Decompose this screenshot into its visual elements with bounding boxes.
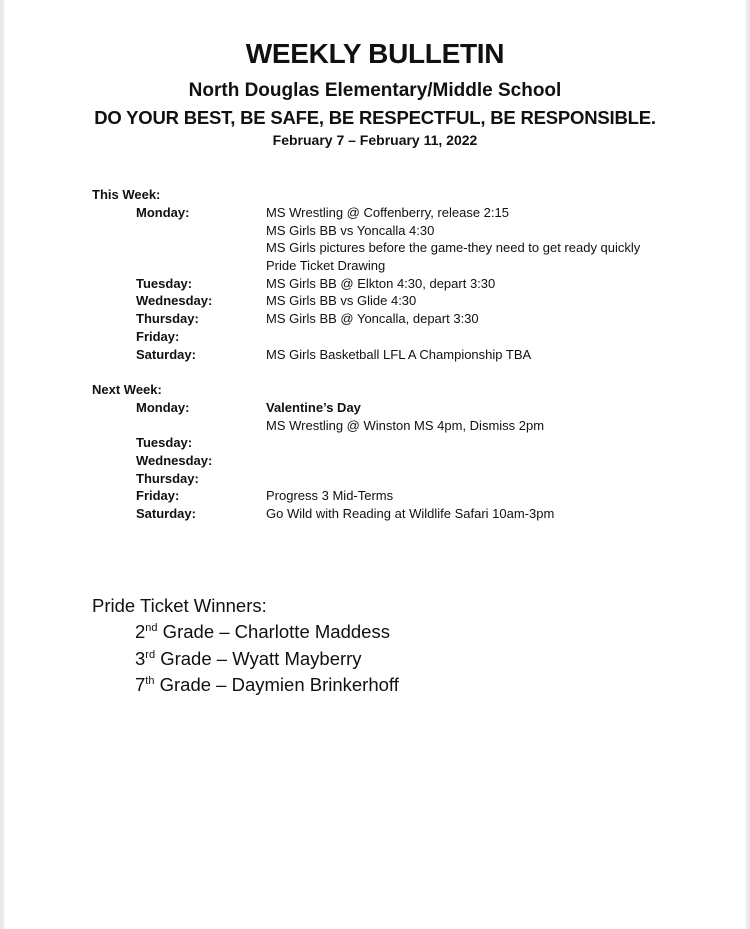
day-row (92, 328, 692, 346)
day-row (92, 204, 692, 275)
winner-name: Grade – Daymien Brinkerhoff (154, 674, 399, 695)
day-label: Wednesday: (136, 293, 213, 309)
pride-ticket-winners (92, 592, 399, 699)
day-list (92, 204, 692, 363)
day-label: Monday: (136, 205, 190, 220)
event-list (266, 275, 692, 293)
day-row (92, 434, 692, 452)
bulletin-title: WEEKLY BULLETIN (245, 38, 505, 69)
day-label: Saturday: (136, 506, 196, 522)
event-list (266, 470, 692, 488)
event-item: MS Wrestling @ Winston MS 4pm, Dismiss 2pm (266, 417, 545, 433)
event-list (266, 310, 692, 328)
grade-suffix: rd (145, 648, 156, 661)
day-row (92, 487, 692, 505)
event-item: MS Girls BB @ Elkton 4:30, depart 3:30 (266, 275, 496, 291)
day-row (92, 310, 692, 328)
day-label: Thursday: (136, 470, 199, 486)
event-item: MS Girls Basketball LFL A Championship TBA (266, 346, 532, 362)
day-row (92, 346, 692, 364)
grade-number: 2 (135, 621, 146, 642)
day-label: Saturday: (136, 346, 196, 362)
day-label: Wednesday: (136, 453, 213, 469)
event-list (266, 204, 692, 275)
section-label: Next Week: (92, 382, 162, 397)
day-label: Monday: (136, 400, 190, 415)
winner-name: Grade – Wyatt Mayberry (155, 647, 362, 669)
day-label: Tuesday: (136, 275, 193, 291)
winner-item (135, 619, 399, 646)
grade-number: 3 (135, 647, 146, 669)
event-list (266, 452, 692, 470)
day-row (92, 399, 692, 434)
event-list (266, 346, 692, 364)
winners-label: Pride Ticket Winners: (92, 595, 267, 616)
winner-item (135, 672, 399, 699)
event-item: Pride Ticket Drawing (266, 258, 386, 274)
grade-number: 7 (135, 674, 146, 695)
event-list (266, 505, 692, 523)
school-name: North Douglas Elementary/Middle School (188, 80, 562, 101)
day-row (92, 505, 692, 523)
event-item: MS Girls pictures before the game-they need to get ready quickly (266, 240, 641, 256)
day-row (92, 452, 692, 470)
winner-list (92, 619, 399, 699)
day-row (92, 275, 692, 293)
event-list (266, 399, 692, 434)
grade-suffix: nd (145, 622, 158, 634)
event-item: Go Wild with Reading at Wildlife Safari 10am-3pm (266, 506, 555, 522)
day-row (92, 292, 692, 310)
grade-suffix: th (145, 675, 155, 687)
day-list (92, 399, 692, 523)
this-week-section (92, 186, 692, 363)
winner-name: Grade – Charlotte Maddess (157, 621, 390, 642)
winner-item (135, 646, 399, 673)
day-label: Thursday: (136, 311, 199, 327)
event-item: MS Girls BB vs Glide 4:30 (266, 293, 417, 309)
event-item: MS Girls BB @ Yoncalla, depart 3:30 (266, 311, 479, 327)
day-label: Tuesday: (136, 435, 193, 451)
event-list (266, 487, 692, 505)
section-label: This Week: (92, 187, 161, 202)
event-item: MS Wrestling @ Coffenberry, release 2:15 (266, 205, 509, 220)
event-list (266, 328, 692, 346)
event-item: MS Girls BB vs Yoncalla 4:30 (266, 222, 435, 238)
event-list (266, 434, 692, 452)
event-list (266, 292, 692, 310)
event-item: Progress 3 Mid-Terms (266, 488, 394, 504)
day-label: Friday: (136, 488, 180, 504)
day-row (92, 470, 692, 488)
next-week-section (92, 381, 692, 523)
day-label: Friday: (136, 328, 180, 344)
school-motto: DO YOUR BEST, BE SAFE, BE RESPECTFUL, BE RESPONSIBLE. (94, 107, 656, 128)
event-item: Valentine’s Day (266, 400, 361, 415)
date-range: February 7 – February 11, 2022 (272, 132, 478, 148)
